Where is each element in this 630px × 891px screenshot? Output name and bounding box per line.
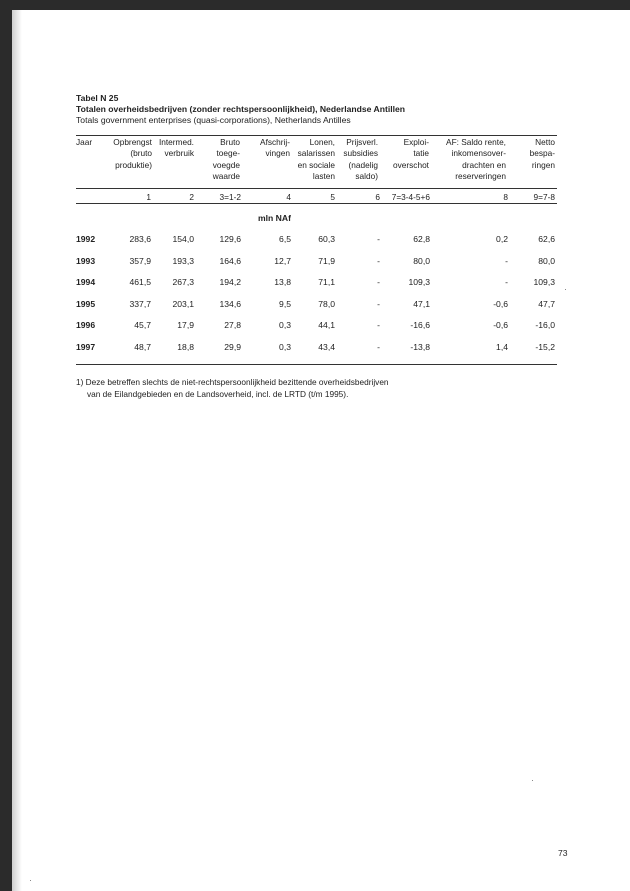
- column-number: 9=7-8: [533, 192, 555, 202]
- scan-border-top: [0, 0, 630, 10]
- table-bottom-rule: [76, 364, 557, 365]
- table-cell: -0,6: [493, 320, 508, 330]
- column-header-line: vingen: [265, 148, 290, 159]
- row-year: 1994: [76, 277, 96, 287]
- table-cell: 164,6: [219, 256, 241, 266]
- table-cell: 0,2: [496, 234, 508, 244]
- table-cell: 44,1: [318, 320, 335, 330]
- column-header-line: Opbrengst: [113, 137, 152, 147]
- table-cell: 60,3: [318, 234, 335, 244]
- table-row: [0, 320, 630, 334]
- column-header-line: Lonen,: [309, 137, 335, 147]
- row-year: 1995: [76, 299, 96, 309]
- column-header-9: [436, 137, 506, 182]
- row-year: 1993: [76, 256, 96, 266]
- column-header-line: inkomensover-: [451, 148, 506, 159]
- column-header-line: reserveringen: [455, 170, 506, 181]
- table-cell: 29,9: [224, 342, 241, 352]
- column-header-line: drachten en: [462, 159, 506, 170]
- table-cell: -: [505, 277, 508, 287]
- table-cell: -13,8: [410, 342, 430, 352]
- table-cell: 134,6: [219, 299, 241, 309]
- column-header-8: [382, 137, 429, 171]
- table-cell: -16,6: [410, 320, 430, 330]
- column-header-line: bespa-: [529, 148, 555, 159]
- table-caption: [76, 93, 405, 126]
- table-cell: 0,3: [279, 342, 291, 352]
- column-header-6: [290, 137, 335, 182]
- page-number: 73: [558, 848, 568, 858]
- table-cell: 0,3: [279, 320, 291, 330]
- table-code: Tabel N 25: [76, 93, 119, 103]
- column-header-line: (bruto: [130, 148, 152, 159]
- table-row: [0, 342, 630, 356]
- table-cell: 48,7: [134, 342, 151, 352]
- column-header-line: ringen: [531, 159, 555, 170]
- table-cell: 6,5: [279, 234, 291, 244]
- table-title-english: Totals government enterprises (quasi-corporations), Netherlands Antilles: [76, 115, 351, 125]
- column-number: 7=3-4-5+6: [391, 192, 430, 202]
- column-header-line: Exploi-: [403, 137, 429, 147]
- column-header-line: Bruto: [220, 137, 240, 147]
- table-row: [0, 299, 630, 313]
- footnote: [76, 377, 389, 400]
- row-year: 1996: [76, 320, 96, 330]
- table-cell: 154,0: [172, 234, 194, 244]
- page-binding-shadow: [12, 10, 22, 891]
- scan-border-left: [0, 0, 12, 891]
- column-number: 6: [375, 192, 380, 202]
- table-cell: 1,4: [496, 342, 508, 352]
- table-cell: -15,2: [535, 342, 555, 352]
- scan-speck: [30, 880, 31, 881]
- table-cell: 43,4: [318, 342, 335, 352]
- table-row: [0, 277, 630, 291]
- column-header-line: lasten: [312, 170, 335, 181]
- table-cell: 12,7: [274, 256, 291, 266]
- unit-label: mln NAf: [258, 213, 291, 223]
- table-cell: -: [377, 234, 380, 244]
- column-header-4: [200, 137, 240, 182]
- column-header-line: waarde: [212, 170, 240, 181]
- scan-speck: [565, 289, 566, 290]
- column-header-line: AF: Saldo rente,: [446, 137, 506, 147]
- table-cell: 17,9: [177, 320, 194, 330]
- table-cell: 27,8: [224, 320, 241, 330]
- column-header-line: subsidies: [343, 148, 378, 159]
- column-number: 2: [189, 192, 194, 202]
- table-cell: 45,7: [134, 320, 151, 330]
- column-header-line: verbruik: [164, 148, 194, 159]
- column-number: 3=1-2: [219, 192, 241, 202]
- column-header-7: [338, 137, 378, 182]
- column-number: 1: [146, 192, 151, 202]
- table-cell: 80,0: [413, 256, 430, 266]
- table-cell: 47,1: [413, 299, 430, 309]
- header-rule: [76, 188, 557, 189]
- column-header-line: Intermed.: [158, 137, 194, 147]
- column-header-2: [100, 137, 152, 171]
- column-header-line: salarissen: [297, 148, 335, 159]
- column-number: 5: [330, 192, 335, 202]
- column-header-line: Netto: [535, 137, 555, 147]
- table-cell: -: [377, 256, 380, 266]
- table-cell: -: [377, 277, 380, 287]
- column-header-line: Prijsverl.: [346, 137, 378, 147]
- table-cell: 13,8: [274, 277, 291, 287]
- column-header-10: [512, 137, 555, 171]
- footnote-line-1: 1) Deze betreffen slechts de niet-rechtspersoonlijkheid bezittende overheidsbedrijven: [76, 377, 389, 387]
- table-cell: -: [377, 342, 380, 352]
- table-cell: 267,3: [172, 277, 194, 287]
- table-cell: 109,3: [408, 277, 430, 287]
- table-cell: 62,6: [538, 234, 555, 244]
- column-header-line: saldo): [355, 170, 378, 181]
- column-header-line: Afschrij-: [260, 137, 290, 147]
- column-header-3: [155, 137, 194, 160]
- table-cell: -0,6: [493, 299, 508, 309]
- column-number: 4: [286, 192, 291, 202]
- scan-speck: [532, 780, 533, 781]
- column-number: 8: [503, 192, 508, 202]
- column-header-line: tatie: [413, 148, 429, 159]
- table-cell: 71,9: [318, 256, 335, 266]
- table-cell: 337,7: [129, 299, 151, 309]
- table-cell: 47,7: [538, 299, 555, 309]
- table-cell: -16,0: [535, 320, 555, 330]
- table-cell: 78,0: [318, 299, 335, 309]
- column-header-line: (nadelig: [348, 159, 378, 170]
- column-header-line: Jaar: [76, 137, 93, 147]
- table-cell: -: [505, 256, 508, 266]
- table-cell: 461,5: [129, 277, 151, 287]
- table-cell: 203,1: [172, 299, 194, 309]
- row-year: 1997: [76, 342, 96, 352]
- column-header-line: en sociale: [297, 159, 335, 170]
- column-header-5: [248, 137, 290, 160]
- footnote-line-2: van de Eilandgebieden en de Landsoverheid, incl. de LRTD (t/m 1995).: [87, 388, 349, 399]
- table-row: [0, 234, 630, 248]
- table-cell: 109,3: [533, 277, 555, 287]
- table-cell: -: [377, 299, 380, 309]
- table-cell: 193,3: [172, 256, 194, 266]
- row-year: 1992: [76, 234, 96, 244]
- column-header-line: voegde: [212, 159, 240, 170]
- table-cell: 129,6: [219, 234, 241, 244]
- column-header-line: overschot: [393, 159, 429, 170]
- table-cell: 71,1: [318, 277, 335, 287]
- table-cell: 62,8: [413, 234, 430, 244]
- table-row: [0, 256, 630, 270]
- table-cell: 357,9: [129, 256, 151, 266]
- table-title-dutch: Totalen overheidsbedrijven (zonder rechtspersoonlijkheid), Nederlandse Antillen: [76, 104, 406, 114]
- column-numbers-rule: [76, 203, 557, 204]
- table-cell: -: [377, 320, 380, 330]
- table-cell: 18,8: [177, 342, 194, 352]
- table-cell: 283,6: [129, 234, 151, 244]
- column-header-line: toege-: [216, 148, 240, 159]
- table-cell: 194,2: [219, 277, 241, 287]
- column-header-line: produktie): [115, 159, 152, 170]
- table-cell: 80,0: [538, 256, 555, 266]
- table-cell: 9,5: [279, 299, 291, 309]
